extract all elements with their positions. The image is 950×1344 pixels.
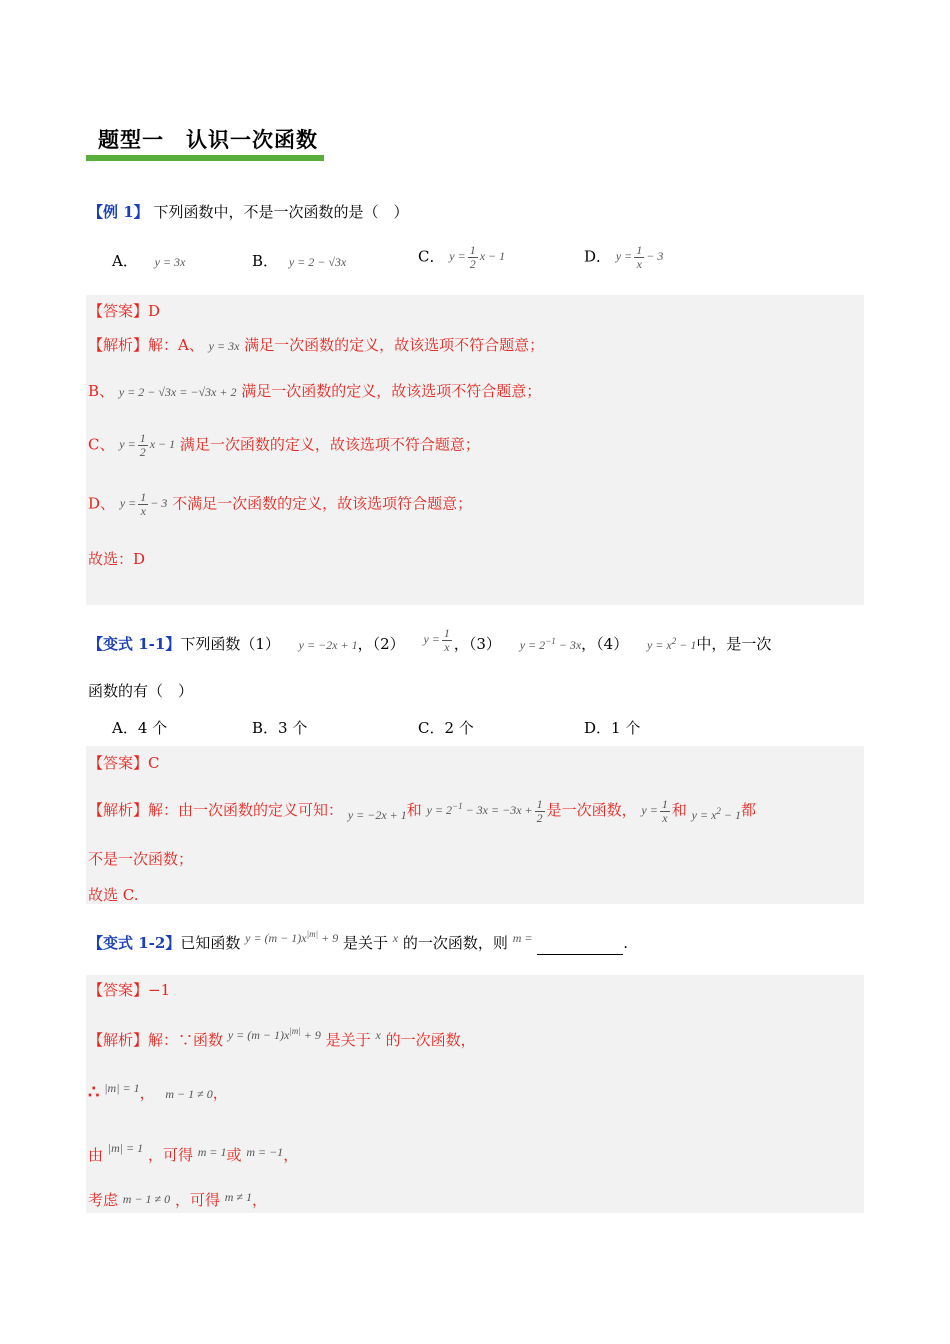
variant12-answer: [88, 979, 170, 1001]
analysis-text: 考虑: [88, 1191, 119, 1209]
variant11-answer: [88, 752, 160, 774]
answer-blank: [537, 940, 623, 955]
math-formula: y = (m − 1)x|m| + 9: [227, 1026, 321, 1042]
math-formula: m − 1 ≠ 0: [165, 1087, 213, 1101]
variant11-analysis-line-2: 不是一次函数；: [88, 850, 194, 868]
analysis-text: 解：由一次函数的定义可知：: [148, 801, 344, 819]
analysis-text: 是关于: [325, 1031, 371, 1049]
example1-option-b: [252, 250, 346, 273]
variant11-option-a: A．4 个: [112, 719, 168, 737]
analysis-label: 【解析】: [88, 336, 149, 354]
section-title: 题型一 认识一次函数: [98, 128, 318, 152]
math-formula: y = 2 − √3x = −√3x + 2: [118, 385, 237, 399]
example1-answer: [88, 300, 160, 322]
answer-value: C: [148, 754, 160, 772]
variant12-analysis-line-2: ∴ $^{|m| = 1}$， m − 1 ≠ 0，: [88, 1081, 228, 1103]
example1-label: 【例 1】: [88, 203, 149, 221]
math-formula: y = 3x: [154, 255, 186, 269]
math-formula: y = −2x + 1: [347, 808, 407, 822]
math-formula: $y = 2^{-1} - 3x$: [519, 636, 582, 652]
variant11-option-d: D．1 个: [584, 719, 641, 737]
math-formula: y = (m − 1)x|m| + 9: [245, 929, 339, 945]
question-text: .: [623, 934, 629, 952]
example1-conclusion: 故选：D: [88, 550, 146, 568]
option-letter: C．: [418, 247, 445, 266]
math-formula: y = $\frac{1}{2}$ x − 1: [449, 243, 506, 271]
analysis-text: 解：∵函数: [148, 1031, 224, 1049]
math-formula: y = $\frac{1}{2}$ x − 1: [119, 431, 176, 459]
analysis-text: ，: [252, 1191, 268, 1209]
variant11-option-c: C．2 个: [418, 719, 474, 737]
math-formula: x: [375, 1028, 381, 1042]
variant11-label: 【变式 1-1】: [88, 635, 181, 653]
math-formula: y = 2 − √3x: [288, 255, 347, 269]
example1-analysis-line-4: [88, 491, 472, 518]
section-title-underline: [86, 155, 324, 161]
example1-option-d: [584, 244, 663, 271]
example1-question-text: 下列函数中，不是一次函数的是（ ）: [153, 203, 409, 221]
analysis-prefix: 解：A、: [148, 336, 204, 354]
example1-question: [88, 201, 408, 223]
analysis-text: 不满足一次函数的定义，故该选项符合题意；: [172, 494, 473, 513]
answer-label: 【答案】: [88, 981, 149, 999]
analysis-text: 都: [741, 801, 757, 819]
math-formula: y = 3x: [208, 339, 240, 353]
math-formula: y = $\frac{1}{x}$: [641, 796, 668, 825]
option-letter: B．: [252, 252, 279, 270]
analysis-label: 【解析】: [88, 1031, 149, 1049]
math-formula: m =: [512, 931, 533, 945]
math-formula: $y = 2^{-1} - 3x = -3x$ + $\frac{1}{2}$: [426, 796, 543, 825]
math-formula: m = 1: [197, 1145, 227, 1159]
variant12-analysis-line-3: [88, 1141, 299, 1167]
answer-value: D: [148, 302, 161, 320]
variant12-analysis-line-1: [88, 1026, 476, 1052]
math-formula: y = x2 − 1: [691, 806, 742, 822]
analysis-text: 和: [406, 801, 422, 819]
math-formula: |m| = 1: [104, 1081, 140, 1095]
math-formula: m = −1: [246, 1145, 284, 1159]
example1-analysis-line-2: [88, 380, 541, 403]
variant11-answer-box: [86, 746, 864, 904]
question-text: 中，是一次: [696, 635, 772, 653]
math-formula: x: [392, 931, 399, 945]
example1-option-c: [418, 244, 505, 271]
variant12-analysis-line-4: [88, 1189, 267, 1212]
variant11-conclusion: 故选 C.: [88, 886, 139, 904]
analysis-prefix: D、: [88, 494, 116, 513]
math-formula: y = −2x + 1: [298, 638, 358, 652]
analysis-text: ，可得: [147, 1146, 193, 1164]
answer-label: 【答案】: [88, 754, 149, 772]
variant11-option-b: B．3 个: [252, 719, 308, 737]
question-text: 下列函数（1）: [180, 635, 280, 653]
math-formula: m ≠ 1: [224, 1190, 252, 1204]
analysis-prefix: B、: [88, 382, 115, 400]
question-text: ，（3）: [453, 635, 501, 653]
question-text: 的一次函数，则: [402, 934, 508, 952]
option-letter: A．: [112, 252, 138, 270]
example1-analysis-line-3: [88, 432, 480, 459]
analysis-text: 和: [671, 801, 687, 819]
question-text: ，（2）: [357, 635, 405, 653]
question-text: 是关于: [342, 934, 388, 952]
answer-value: −1: [148, 981, 171, 999]
analysis-prefix: C、: [88, 435, 115, 454]
example1-option-a: [112, 250, 185, 273]
analysis-label: 【解析】: [88, 801, 149, 819]
math-formula: y = $\frac{1}{x}$ − 3: [119, 490, 168, 518]
analysis-text: 满足一次函数的定义，故该选项不符合题意；: [244, 336, 545, 354]
option-letter: D．: [584, 247, 612, 266]
analysis-text: ，: [283, 1146, 299, 1164]
variant12-question: [88, 929, 628, 955]
math-formula: |m| = 1: [107, 1141, 144, 1155]
analysis-text: 满足一次函数的定义，故该选项不符合题意；: [241, 382, 542, 400]
example1-analysis-line-1: [88, 334, 544, 357]
analysis-text: 是一次函数，: [546, 801, 637, 819]
variant11-question-line-2: 函数的有（ ）: [88, 682, 194, 700]
variant11-analysis-line-1: [88, 795, 756, 825]
math-formula: y = 1 x: [423, 625, 450, 654]
math-formula: m − 1 ≠ 0: [122, 1192, 171, 1206]
math-formula: y = $\frac{1}{x}$ − 3: [615, 243, 664, 271]
analysis-text: 由: [88, 1146, 104, 1164]
question-text: ，（4）: [581, 635, 629, 653]
variant11-question: [88, 625, 772, 660]
math-formula: $y = x^2 - 1$: [646, 636, 697, 652]
therefore-symbol: ∴: [88, 1082, 100, 1103]
analysis-text: 或: [226, 1146, 242, 1164]
question-text: 已知函数: [180, 934, 241, 952]
analysis-text: 的一次函数，: [385, 1031, 476, 1049]
answer-label: 【答案】: [88, 302, 149, 320]
variant12-label: 【变式 1-2】: [88, 934, 181, 952]
analysis-text: ，可得: [174, 1191, 220, 1209]
analysis-text: 满足一次函数的定义，故该选项不符合题意；: [179, 435, 480, 454]
